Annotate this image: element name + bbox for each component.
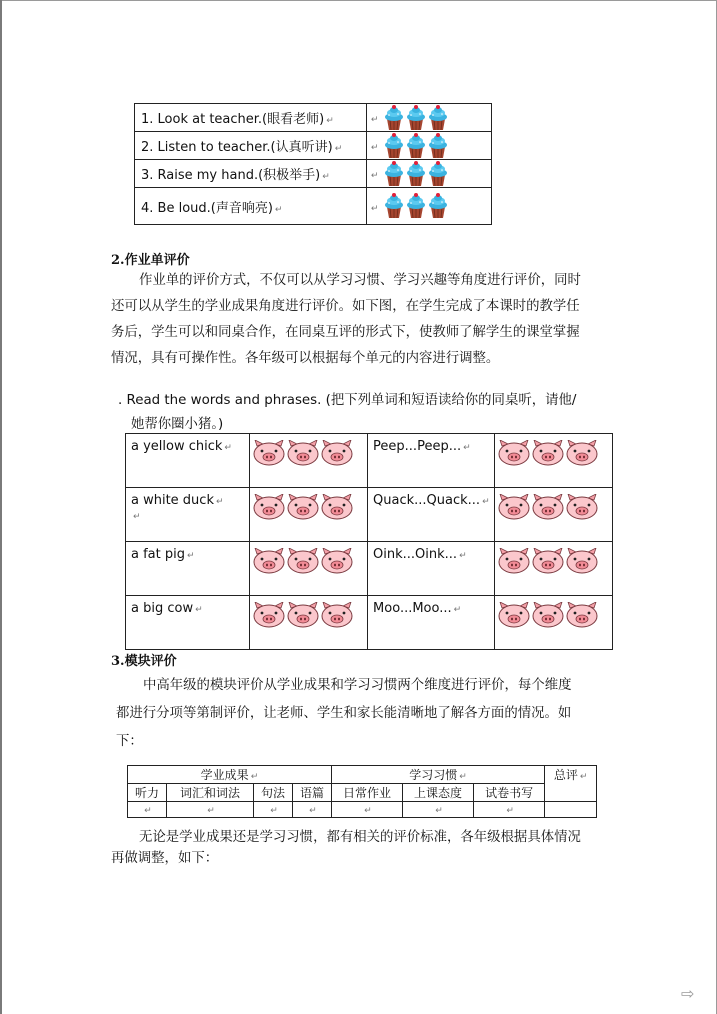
pig-icon (320, 440, 354, 466)
pig-icon (252, 548, 286, 574)
column-header: 词汇和词法 (166, 784, 253, 802)
cupcake-icon (427, 161, 449, 187)
pig-icon (531, 602, 565, 628)
score-cell: ↵ (293, 802, 332, 818)
cupcake-icon (427, 133, 449, 159)
column-header: 句法 (254, 784, 293, 802)
pig-icon (320, 494, 354, 520)
total-header: 总评 ↵ (545, 766, 597, 802)
instruction-line: . Read the words and phrases. (把下列单词和短语读给你的同桌听，请他/ (118, 393, 577, 408)
score-cell: ↵ (474, 802, 545, 818)
score-cell: ↵ (166, 802, 253, 818)
pig-rating (494, 596, 612, 650)
score-cell: ↵ (331, 802, 402, 818)
word-cell: a big cow ↵ (126, 596, 250, 650)
cupcake-icon (383, 193, 405, 219)
table-row (135, 188, 492, 225)
cupcake-icon (405, 193, 427, 219)
pig-icon (531, 548, 565, 574)
column-header: 日常作业 (331, 784, 402, 802)
table-row (135, 132, 492, 160)
pig-icon (320, 548, 354, 574)
pig-icon (565, 494, 599, 520)
cupcake-icon (405, 161, 427, 187)
table-row (135, 160, 492, 188)
cupcake-icon (383, 161, 405, 187)
cupcake-rating: ↵ (366, 132, 491, 160)
paragraph-line: 无论是学业成果还是学习习惯，都有相关的评价标准，各年级根据具体情况 (139, 830, 581, 845)
behavior-rating-table (134, 103, 492, 225)
group-header-academic: 学业成果 ↵ (128, 766, 332, 784)
pig-rating (249, 488, 367, 542)
cupcake-icon (405, 133, 427, 159)
pig-icon (286, 440, 320, 466)
pig-icon (320, 602, 354, 628)
cupcake-rating: ↵ (366, 160, 491, 188)
pig-icon (252, 494, 286, 520)
sound-cell: Peep...Peep... ↵ (368, 434, 495, 488)
paragraph-line: 再做调整，如下： (111, 851, 219, 866)
pig-rating (249, 596, 367, 650)
score-cell: ↵ (128, 802, 167, 818)
paragraph-line: 下： (116, 734, 143, 749)
paragraph-line: 中高年级的模块评价从学业成果和学习习惯两个维度进行评价，每个维度 (143, 678, 572, 693)
instruction-line: 她帮你圈小猪。) (131, 417, 224, 432)
pig-icon (286, 494, 320, 520)
sound-cell: Quack...Quack... ↵ (368, 488, 495, 542)
word-cell: a fat pig ↵ (126, 542, 250, 596)
reading-check-table (125, 433, 613, 650)
group-header-habits: 学习习惯 ↵ (331, 766, 544, 784)
pig-rating (494, 488, 612, 542)
paragraph-line: 务后，学生可以和同桌合作，在同桌互评的形式下，使教师了解学生的课堂掌握 (111, 325, 580, 340)
pig-rating (494, 434, 612, 488)
pig-icon (565, 602, 599, 628)
pig-icon (565, 548, 599, 574)
behavior-item: 2. Listen to teacher.(认真听讲) ↵ (135, 132, 367, 160)
column-header: 语篇 (293, 784, 332, 802)
score-cell (545, 802, 597, 818)
pig-icon (252, 440, 286, 466)
next-page-arrow-icon[interactable]: ⇨ (681, 984, 695, 1003)
paragraph-line: 还可以从学生的学业成果角度进行评价。如下图，在学生完成了本课时的教学任 (111, 299, 580, 314)
section-heading: 2.作业单评价 (111, 253, 190, 268)
pig-icon (565, 440, 599, 466)
pig-rating (494, 542, 612, 596)
page-left-border (0, 0, 2, 1014)
table-row (135, 104, 492, 132)
cupcake-rating: ↵ (366, 188, 491, 225)
behavior-item: 1. Look at teacher.(眼看老师) ↵ (135, 104, 367, 132)
cupcake-icon (383, 133, 405, 159)
pig-icon (531, 494, 565, 520)
pig-icon (286, 548, 320, 574)
cupcake-icon (405, 105, 427, 131)
table-row (126, 596, 613, 650)
pig-icon (497, 602, 531, 628)
section-heading: 3.模块评价 (111, 654, 177, 669)
table-row (126, 434, 613, 488)
column-header: 试卷书写 (474, 784, 545, 802)
column-header: 上课态度 (403, 784, 474, 802)
table-row (126, 488, 613, 542)
table-subheader-row (128, 784, 597, 802)
pig-icon (497, 494, 531, 520)
sound-cell: Oink...Oink... ↵ (368, 542, 495, 596)
sound-cell: Moo...Moo... ↵ (368, 596, 495, 650)
cupcake-icon (383, 105, 405, 131)
page-top-border (0, 0, 717, 1)
table-row (126, 542, 613, 596)
pig-icon (286, 602, 320, 628)
pig-icon (497, 440, 531, 466)
paragraph-line: 都进行分项等第制评价，让老师、学生和家长能清晰地了解各方面的情况。如 (116, 706, 572, 721)
table-header-row (128, 766, 597, 784)
pig-icon (497, 548, 531, 574)
pig-rating (249, 542, 367, 596)
paragraph-line: 作业单的评价方式，不仅可以从学习习惯、学习兴趣等角度进行评价，同时 (139, 273, 581, 288)
word-cell: a yellow chick ↵ (126, 434, 250, 488)
table-row (128, 802, 597, 818)
behavior-item: 4. Be loud.(声音响亮) ↵ (135, 188, 367, 225)
paragraph-line: 情况，具有可操作性。各年级可以根据每个单元的内容进行调整。 (111, 351, 500, 366)
pig-icon (252, 602, 286, 628)
cupcake-icon (427, 193, 449, 219)
behavior-item: 3. Raise my hand.(积极举手) ↵ (135, 160, 367, 188)
word-cell: a white duck ↵ ↵ (126, 488, 250, 542)
score-cell: ↵ (254, 802, 293, 818)
column-header: 听力 (128, 784, 167, 802)
module-evaluation-table (127, 765, 597, 818)
pig-rating (249, 434, 367, 488)
cupcake-rating: ↵ (366, 104, 491, 132)
pig-icon (531, 440, 565, 466)
cupcake-icon (427, 105, 449, 131)
score-cell: ↵ (403, 802, 474, 818)
